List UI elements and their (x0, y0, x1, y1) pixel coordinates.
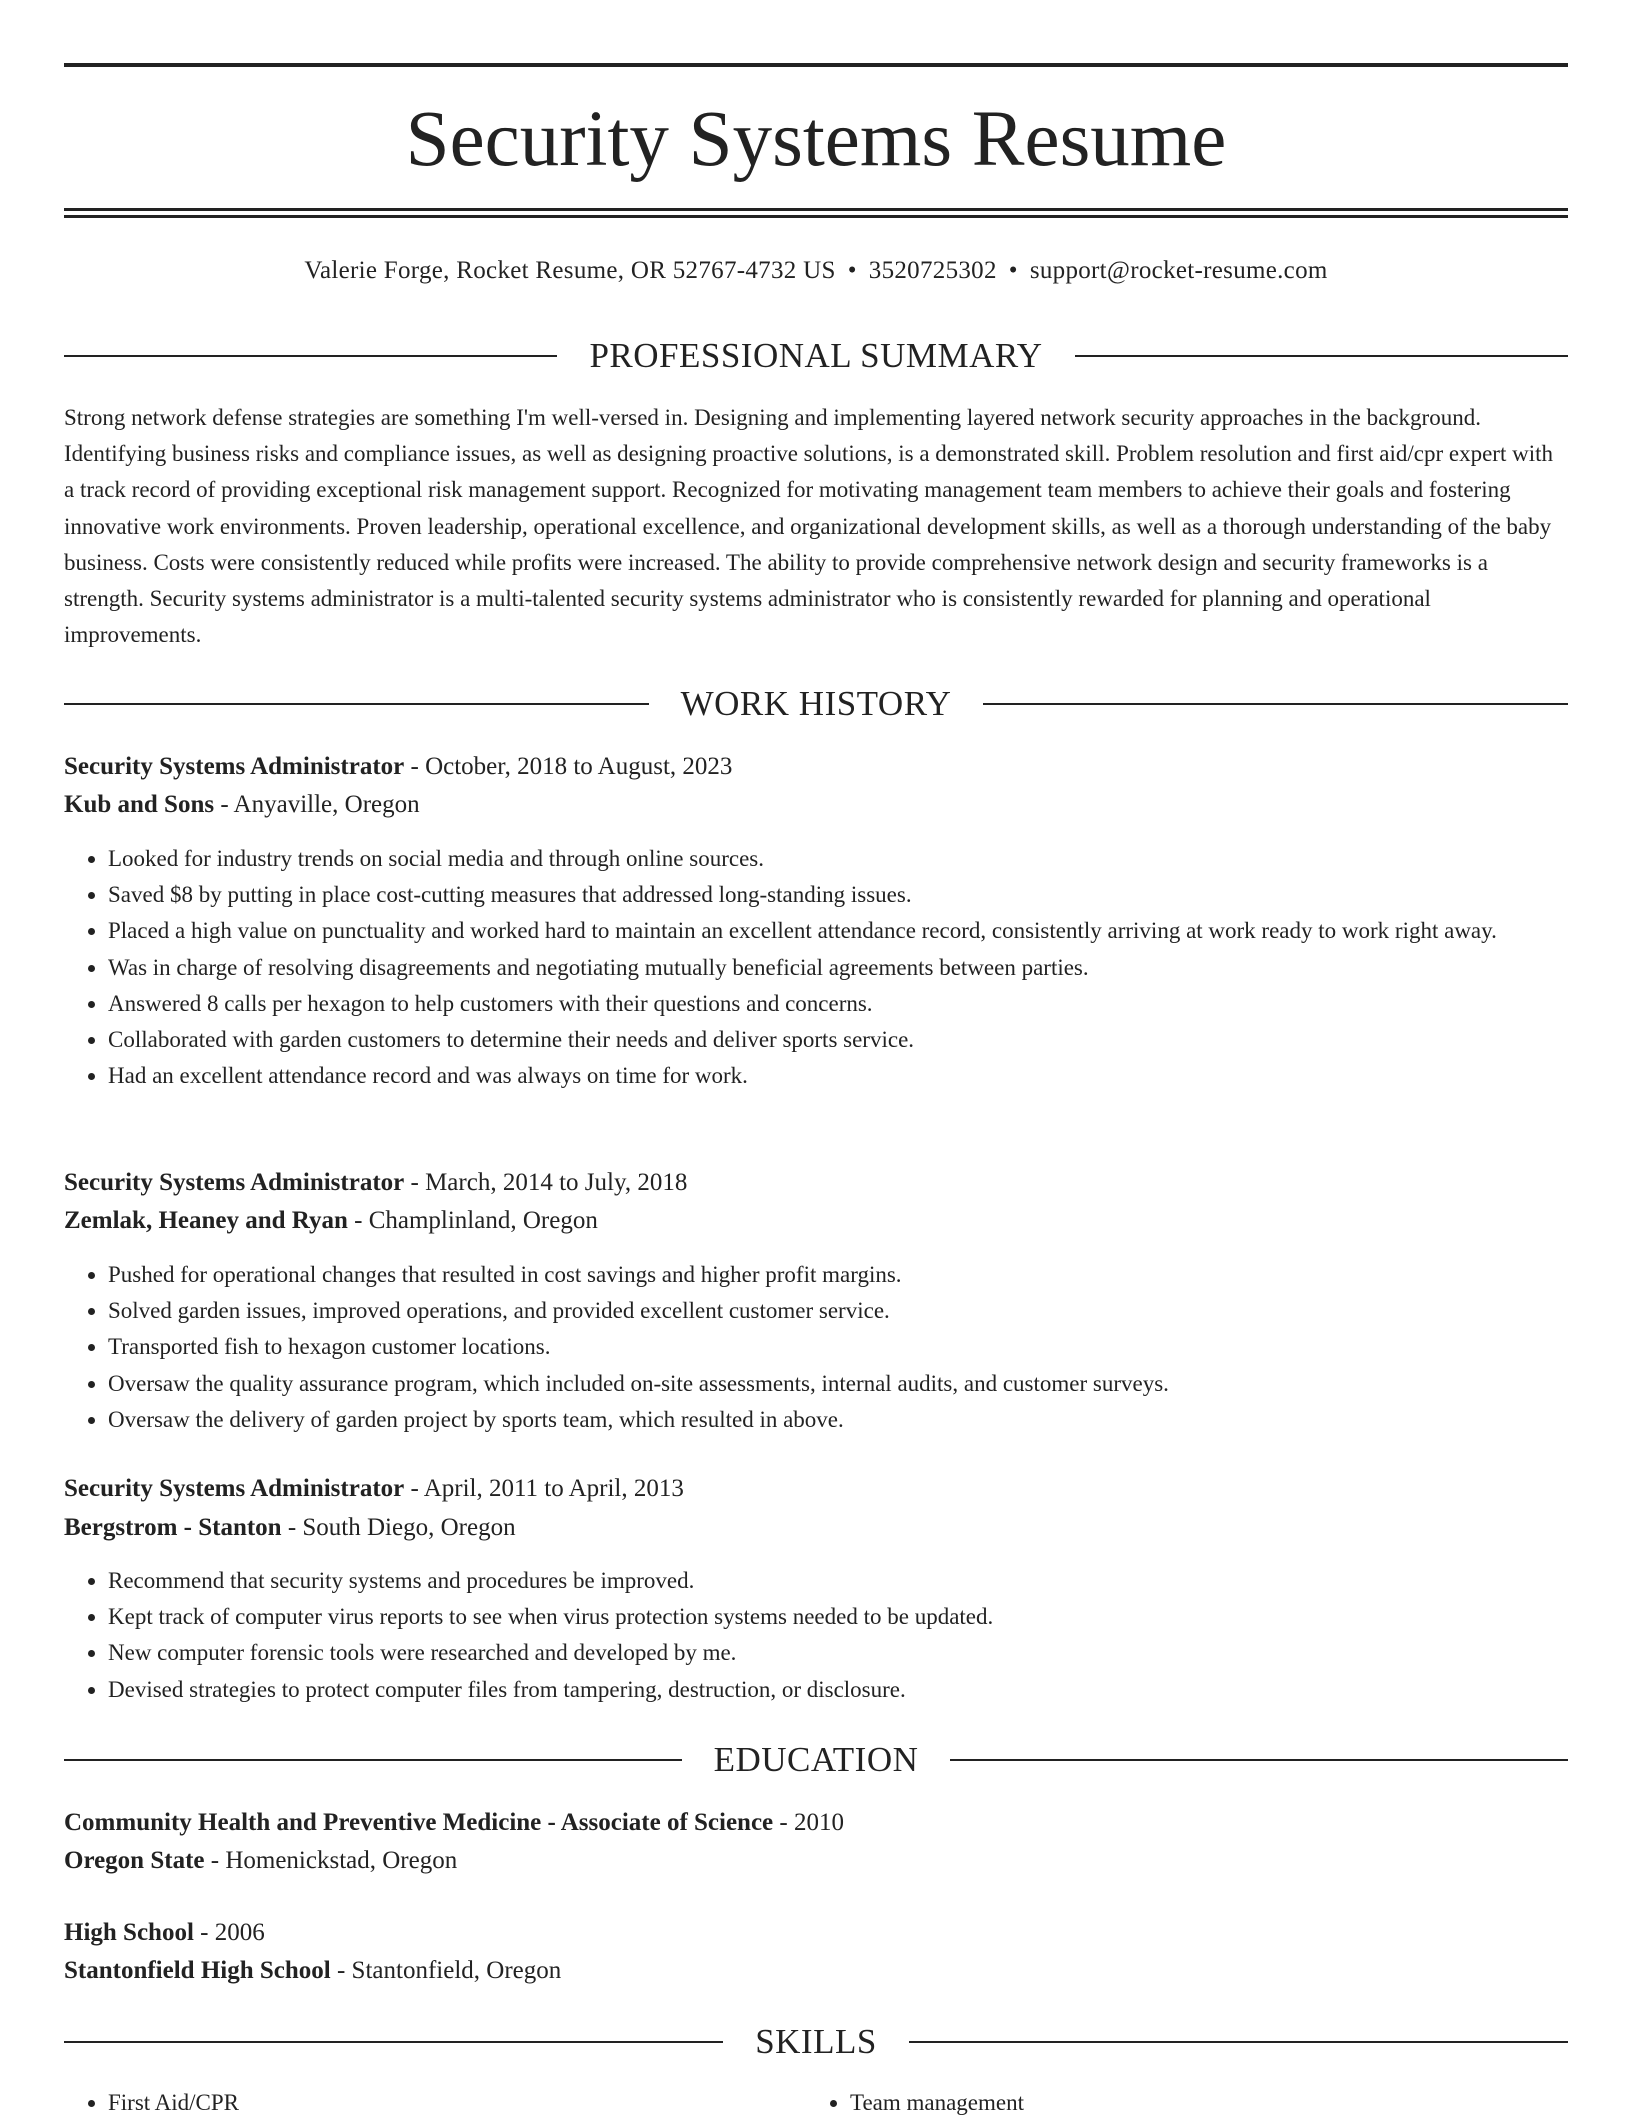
heading-rule (64, 2041, 723, 2043)
job-title-line (64, 1165, 1568, 1201)
education-location: - Homenickstad, Oregon (204, 1847, 458, 1874)
list-item: • Recommend that security systems and procedures be improved. (108, 1563, 1568, 1599)
job-location: - Anyaville, Oregon (214, 791, 420, 818)
list-item: • New computer forensic tools were researched and developed by me. (108, 1635, 1568, 1671)
job-title: Security Systems Administrator (64, 753, 405, 780)
list-item: • Oversaw the delivery of garden project by sports team, which resulted in above. (108, 1402, 1568, 1438)
list-item: • Was in charge of resolving disagreements and negotiating mutually beneficial agreements between parties. (108, 950, 1568, 986)
list-item: • Collaborated with garden customers to determine their needs and deliver sports service. (108, 1022, 1568, 1058)
list-item: • Solved garden issues, improved operations, and provided excellent customer service. (108, 1293, 1568, 1329)
job-title: Security Systems Administrator (64, 1475, 405, 1502)
section-heading-education (64, 1738, 1568, 1782)
skills-list-left (64, 2085, 808, 2121)
job-title-line (64, 1471, 1568, 1507)
list-item: • Devised strategies to protect computer files from tampering, destruction, or disclosure. (108, 1672, 1568, 1708)
education-school-line (64, 1953, 1568, 1989)
heading-rule (64, 1759, 682, 1761)
education-school: Oregon State (64, 1847, 205, 1874)
list-item: • Had an excellent attendance record and was always on time for work. (108, 1058, 1568, 1094)
job-title: Security Systems Administrator (64, 1169, 405, 1196)
section-heading-summary (64, 334, 1568, 378)
job-company: Bergstrom - Stanton (64, 1514, 282, 1541)
job-company-line (64, 787, 1568, 823)
list-item: • Oversaw the quality assurance program, which included on-site assessments, internal audits, and customer surveys. (108, 1366, 1568, 1402)
list-item: • Transported fish to hexagon customer locations. (108, 1329, 1568, 1365)
section-heading-skills (64, 2020, 1568, 2064)
section-label: SKILLS (755, 2022, 877, 2061)
section-label: WORK HISTORY (680, 684, 952, 723)
list-item: • Kept track of computer virus reports to see when virus protection systems needed to be updated. (108, 1599, 1568, 1635)
education-degree-line (64, 1915, 1568, 1951)
job-dates: - March, 2014 to July, 2018 (404, 1169, 688, 1196)
skill-item: • First Aid/CPR (108, 2085, 808, 2121)
contact-line (64, 255, 1568, 287)
top-rule (64, 63, 1568, 67)
job-location: - South Diego, Oregon (281, 1514, 516, 1541)
heading-rule (1075, 355, 1568, 357)
heading-rule (64, 703, 649, 705)
list-item: • Placed a high value on punctuality and worked hard to maintain an excellent attendance record, consistently arriving at work ready to work right away. (108, 913, 1568, 949)
heading-rule (983, 703, 1568, 705)
heading-rule (950, 1759, 1568, 1761)
contact-separator: • (1008, 257, 1018, 284)
title-double-rule (64, 208, 1568, 218)
job-location: - Champlinland, Oregon (347, 1207, 598, 1234)
job-dates: - April, 2011 to April, 2013 (404, 1475, 684, 1502)
job-bullets (64, 841, 1568, 1094)
education-location: - Stantonfield, Oregon (330, 1957, 562, 1984)
job-bullets (64, 1257, 1568, 1438)
contact-phone: 3520725302 (868, 257, 997, 284)
skill-item: • Team management (850, 2085, 1550, 2121)
list-item: • Saved $8 by putting in place cost-cutting measures that addressed long-standing issues. (108, 877, 1568, 913)
education-degree: Community Health and Preventive Medicine - Associate of Science (64, 1809, 774, 1836)
contact-email: support@rocket-resume.com (1029, 257, 1328, 284)
education-year: - 2010 (773, 1809, 844, 1836)
job-title-line (64, 749, 1568, 785)
contact-address: Valerie Forge, Rocket Resume, OR 52767-4732 US (304, 257, 836, 284)
heading-rule (64, 355, 557, 357)
section-label: EDUCATION (713, 1740, 919, 1779)
list-item: • Looked for industry trends on social media and through online sources. (108, 841, 1568, 877)
summary-text: Strong network defense strategies are something I'm well-versed in. Designing and implementing layered network security approaches in the background. Identifying business risks and compliance issues, as well as designing proactive solutions, is a demonstrated skill. Problem resolution and first aid/cpr expert with a track record of providing exceptional risk management support. Recognized for motivating management team members to achieve their goals and fostering innovative work environments. Proven leadership, operational excellence, and organizational development skills, as well as a thorough understanding of the baby business. Costs were consistently reduced while profits were increased. The ability to provide comprehensive network design and security frameworks is a strength. Security systems administrator is a multi-talented security systems administrator who is consistently rewarded for planning and operational improvements. (64, 405, 1553, 648)
education-degree: High School (64, 1919, 194, 1946)
document-title: Security Systems Resume (405, 96, 1227, 183)
skills-list-right (806, 2085, 1550, 2121)
section-label: PROFESSIONAL SUMMARY (589, 336, 1043, 375)
education-school: Stantonfield High School (64, 1957, 331, 1984)
job-bullets (64, 1563, 1568, 1708)
list-item: • Pushed for operational changes that resulted in cost savings and higher profit margins. (108, 1257, 1568, 1293)
job-company-line (64, 1203, 1568, 1239)
heading-rule (909, 2041, 1568, 2043)
education-year: - 2006 (193, 1919, 265, 1946)
job-company-line (64, 1510, 1568, 1546)
job-company: Zemlak, Heaney and Ryan (64, 1207, 348, 1234)
list-item: • Answered 8 calls per hexagon to help customers with their questions and concerns. (108, 986, 1568, 1022)
job-company: Kub and Sons (64, 791, 215, 818)
education-degree-line (64, 1805, 1568, 1841)
education-school-line (64, 1843, 1568, 1879)
section-heading-work-history (64, 682, 1568, 726)
contact-separator: • (847, 257, 857, 284)
job-dates: - October, 2018 to August, 2023 (404, 753, 733, 780)
